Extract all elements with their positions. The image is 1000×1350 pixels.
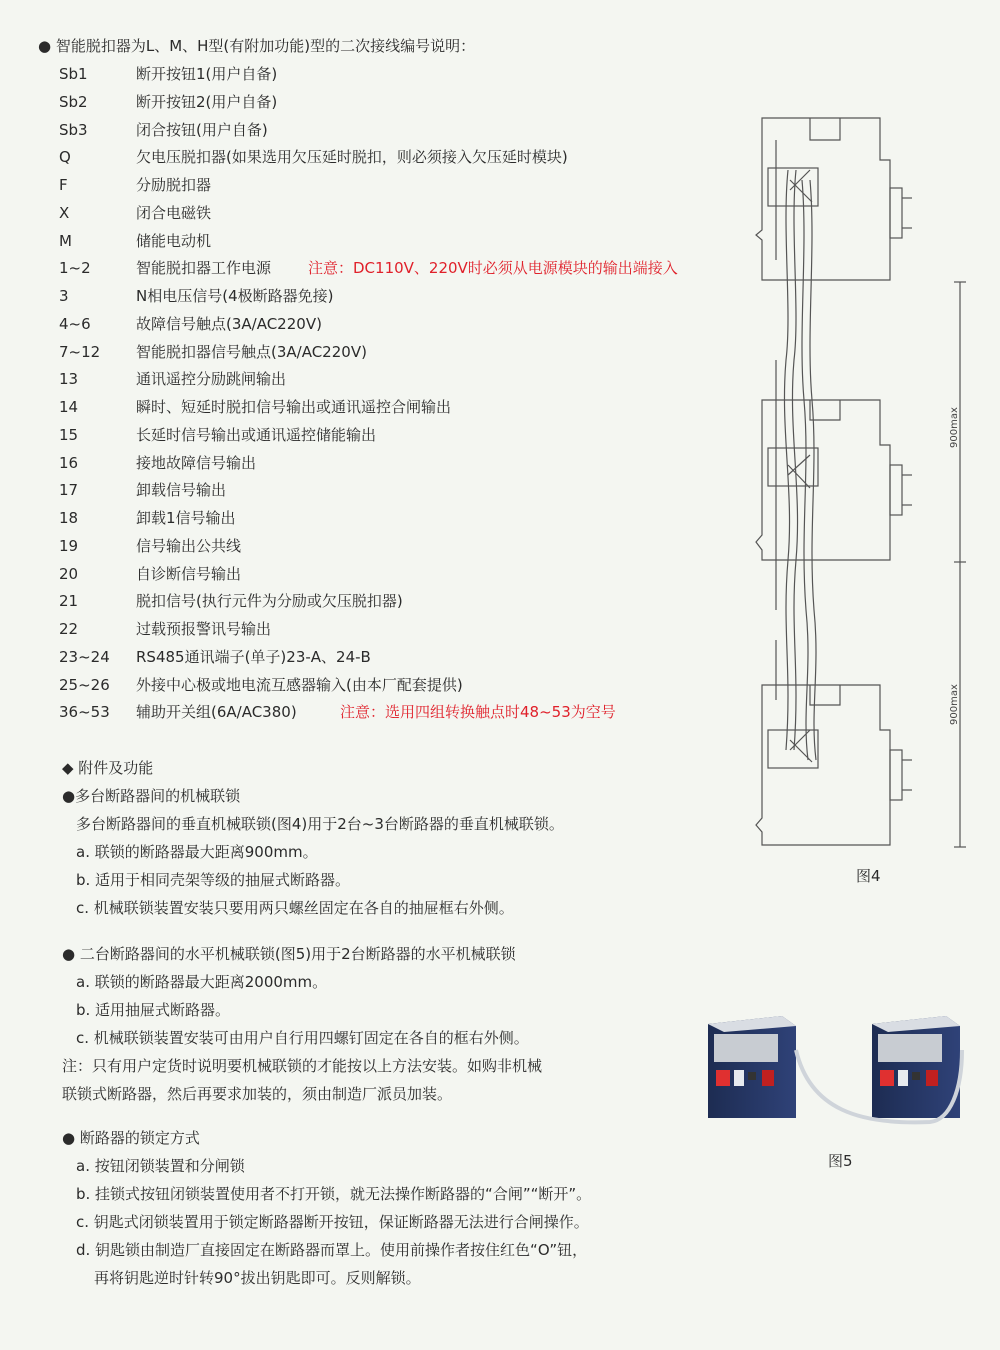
list-item: b. 适用抽屉式断路器。 bbox=[76, 1001, 231, 1019]
wiring-intro-heading: ● 智能脱扣器为L、M、H型(有附加功能)型的二次接线编号说明： bbox=[38, 37, 476, 55]
wiring-code: F bbox=[59, 176, 68, 194]
wiring-description: 欠电压脱扣器(如果选用欠压延时脱扣，则必须接入欠压延时模块) bbox=[136, 148, 568, 166]
wiring-code: 22 bbox=[59, 620, 79, 638]
interlock-note-line1: 注：只有用户定货时说明要机械联锁的才能按以上方法安装。如购非机械 bbox=[62, 1057, 543, 1075]
wiring-description: 智能脱扣器信号触点(3A/AC220V) bbox=[136, 343, 367, 361]
breaker-1 bbox=[708, 1016, 796, 1118]
list-item: d. 钥匙锁由制造厂直接固定在断路器而罩上。使用前操作者按住红色“O”钮， bbox=[76, 1241, 588, 1259]
dimension-label-upper: 900max bbox=[949, 407, 960, 448]
list-item: a. 按钮闭锁装置和分闸锁 bbox=[76, 1157, 245, 1175]
figure-5-caption: 图5 bbox=[828, 1152, 853, 1170]
wiring-code: 23~24 bbox=[59, 648, 110, 666]
wiring-description: 自诊断信号输出 bbox=[136, 565, 242, 583]
figure-4-caption: 图4 bbox=[856, 867, 881, 885]
wiring-code: 3 bbox=[59, 287, 69, 305]
wiring-code: 4~6 bbox=[59, 315, 91, 333]
wiring-code: 21 bbox=[59, 592, 79, 610]
list-item: b. 适用于相同壳架等级的抽屉式断路器。 bbox=[76, 871, 351, 889]
interlock-note-line2: 联锁式断路器，然后再要求加装的，须由制造厂派员加装。 bbox=[62, 1085, 453, 1103]
wiring-description: 瞬时、短延时脱扣信号输出或通讯遥控合闸输出 bbox=[136, 398, 452, 416]
wiring-code: 15 bbox=[59, 426, 79, 444]
wiring-code: Q bbox=[59, 148, 71, 166]
list-item: a. 联锁的断路器最大距离900mm。 bbox=[76, 843, 318, 861]
wiring-description: 闭合电磁铁 bbox=[136, 204, 212, 222]
wiring-description: 智能脱扣器工作电源 bbox=[136, 259, 272, 277]
section-accessories-heading: ◆ 附件及功能 bbox=[62, 759, 154, 777]
list-item: c. 钥匙式闭锁装置用于锁定断路器断开按钮，保证断路器无法进行合闸操作。 bbox=[76, 1213, 589, 1231]
wiring-description: 分励脱扣器 bbox=[136, 176, 212, 194]
list-item: a. 联锁的断路器最大距离2000mm。 bbox=[76, 973, 328, 991]
wiring-code: 13 bbox=[59, 370, 79, 388]
figure-5-horizontal-interlock-photo bbox=[700, 1010, 970, 1130]
wiring-description: 卸载1信号输出 bbox=[136, 509, 236, 527]
wiring-code: 25~26 bbox=[59, 676, 110, 694]
wiring-description: 脱扣信号(执行元件为分励或欠压脱扣器) bbox=[136, 592, 403, 610]
wiring-note: 注意：DC110V、220V时必须从电源模块的输出端接入 bbox=[308, 259, 678, 277]
wiring-code: 19 bbox=[59, 537, 79, 555]
wiring-description: 外接中心极或地电流互感器输入(由本厂配套提供) bbox=[136, 676, 463, 694]
wiring-code: 20 bbox=[59, 565, 79, 583]
list-item: 再将钥匙逆时针转90°拔出钥匙即可。反则解锁。 bbox=[94, 1269, 421, 1287]
breaker-2 bbox=[872, 1016, 960, 1118]
wiring-description: 通讯遥控分励跳闸输出 bbox=[136, 370, 287, 388]
wiring-description: 长延时信号输出或通讯遥控储能输出 bbox=[136, 426, 377, 444]
wiring-description: 接地故障信号输出 bbox=[136, 454, 257, 472]
figure-4-vertical-interlock-drawing bbox=[740, 110, 980, 870]
wiring-description: 断开按钮1(用户自备) bbox=[136, 65, 278, 83]
wiring-code: M bbox=[59, 232, 72, 250]
section-multi-interlock-heading: ●多台断路器间的机械联锁 bbox=[62, 787, 241, 805]
wiring-description: N相电压信号(4极断路器免接) bbox=[136, 287, 334, 305]
list-item: c. 机械联锁装置安装可由用户自行用四螺钉固定在各自的框右外侧。 bbox=[76, 1029, 529, 1047]
wiring-code: 7~12 bbox=[59, 343, 101, 361]
wiring-code: 36~53 bbox=[59, 703, 110, 721]
wiring-code: 1~2 bbox=[59, 259, 91, 277]
section-horizontal-interlock-heading: ● 二台断路器间的水平机械联锁(图5)用于2台断路器的水平机械联锁 bbox=[62, 945, 516, 963]
wiring-note: 注意：选用四组转换触点时48~53为空号 bbox=[340, 703, 616, 721]
wiring-code: 16 bbox=[59, 454, 79, 472]
section-locking-heading: ● 断路器的锁定方式 bbox=[62, 1129, 200, 1147]
dimension-label-lower: 900max bbox=[949, 684, 960, 725]
wiring-description: 储能电动机 bbox=[136, 232, 212, 250]
wiring-description: 辅助开关组(6A/AC380) bbox=[136, 703, 297, 721]
wiring-code: Sb3 bbox=[59, 121, 88, 139]
wiring-description: 卸载信号输出 bbox=[136, 481, 227, 499]
wiring-description: 过载预报警讯号输出 bbox=[136, 620, 272, 638]
list-item: b. 挂锁式按钮闭锁装置使用者不打开锁，就无法操作断路器的“合闸”“断开”。 bbox=[76, 1185, 592, 1203]
list-item: c. 机械联锁装置安装只要用两只螺丝固定在各自的抽屉框右外侧。 bbox=[76, 899, 514, 917]
wiring-code: 17 bbox=[59, 481, 79, 499]
wiring-code: Sb2 bbox=[59, 93, 88, 111]
wiring-description: 故障信号触点(3A/AC220V) bbox=[136, 315, 322, 333]
section-multi-interlock-desc: 多台断路器间的垂直机械联锁(图4)用于2台~3台断路器的垂直机械联锁。 bbox=[76, 815, 564, 833]
wiring-description: 信号输出公共线 bbox=[136, 537, 242, 555]
wiring-code: Sb1 bbox=[59, 65, 88, 83]
wiring-code: 18 bbox=[59, 509, 79, 527]
wiring-description: RS485通讯端子(单子)23-A、24-B bbox=[136, 648, 371, 666]
wiring-description: 断开按钮2(用户自备) bbox=[136, 93, 278, 111]
wiring-code: X bbox=[59, 204, 70, 222]
wiring-description: 闭合按钮(用户自备) bbox=[136, 121, 268, 139]
wiring-code: 14 bbox=[59, 398, 79, 416]
